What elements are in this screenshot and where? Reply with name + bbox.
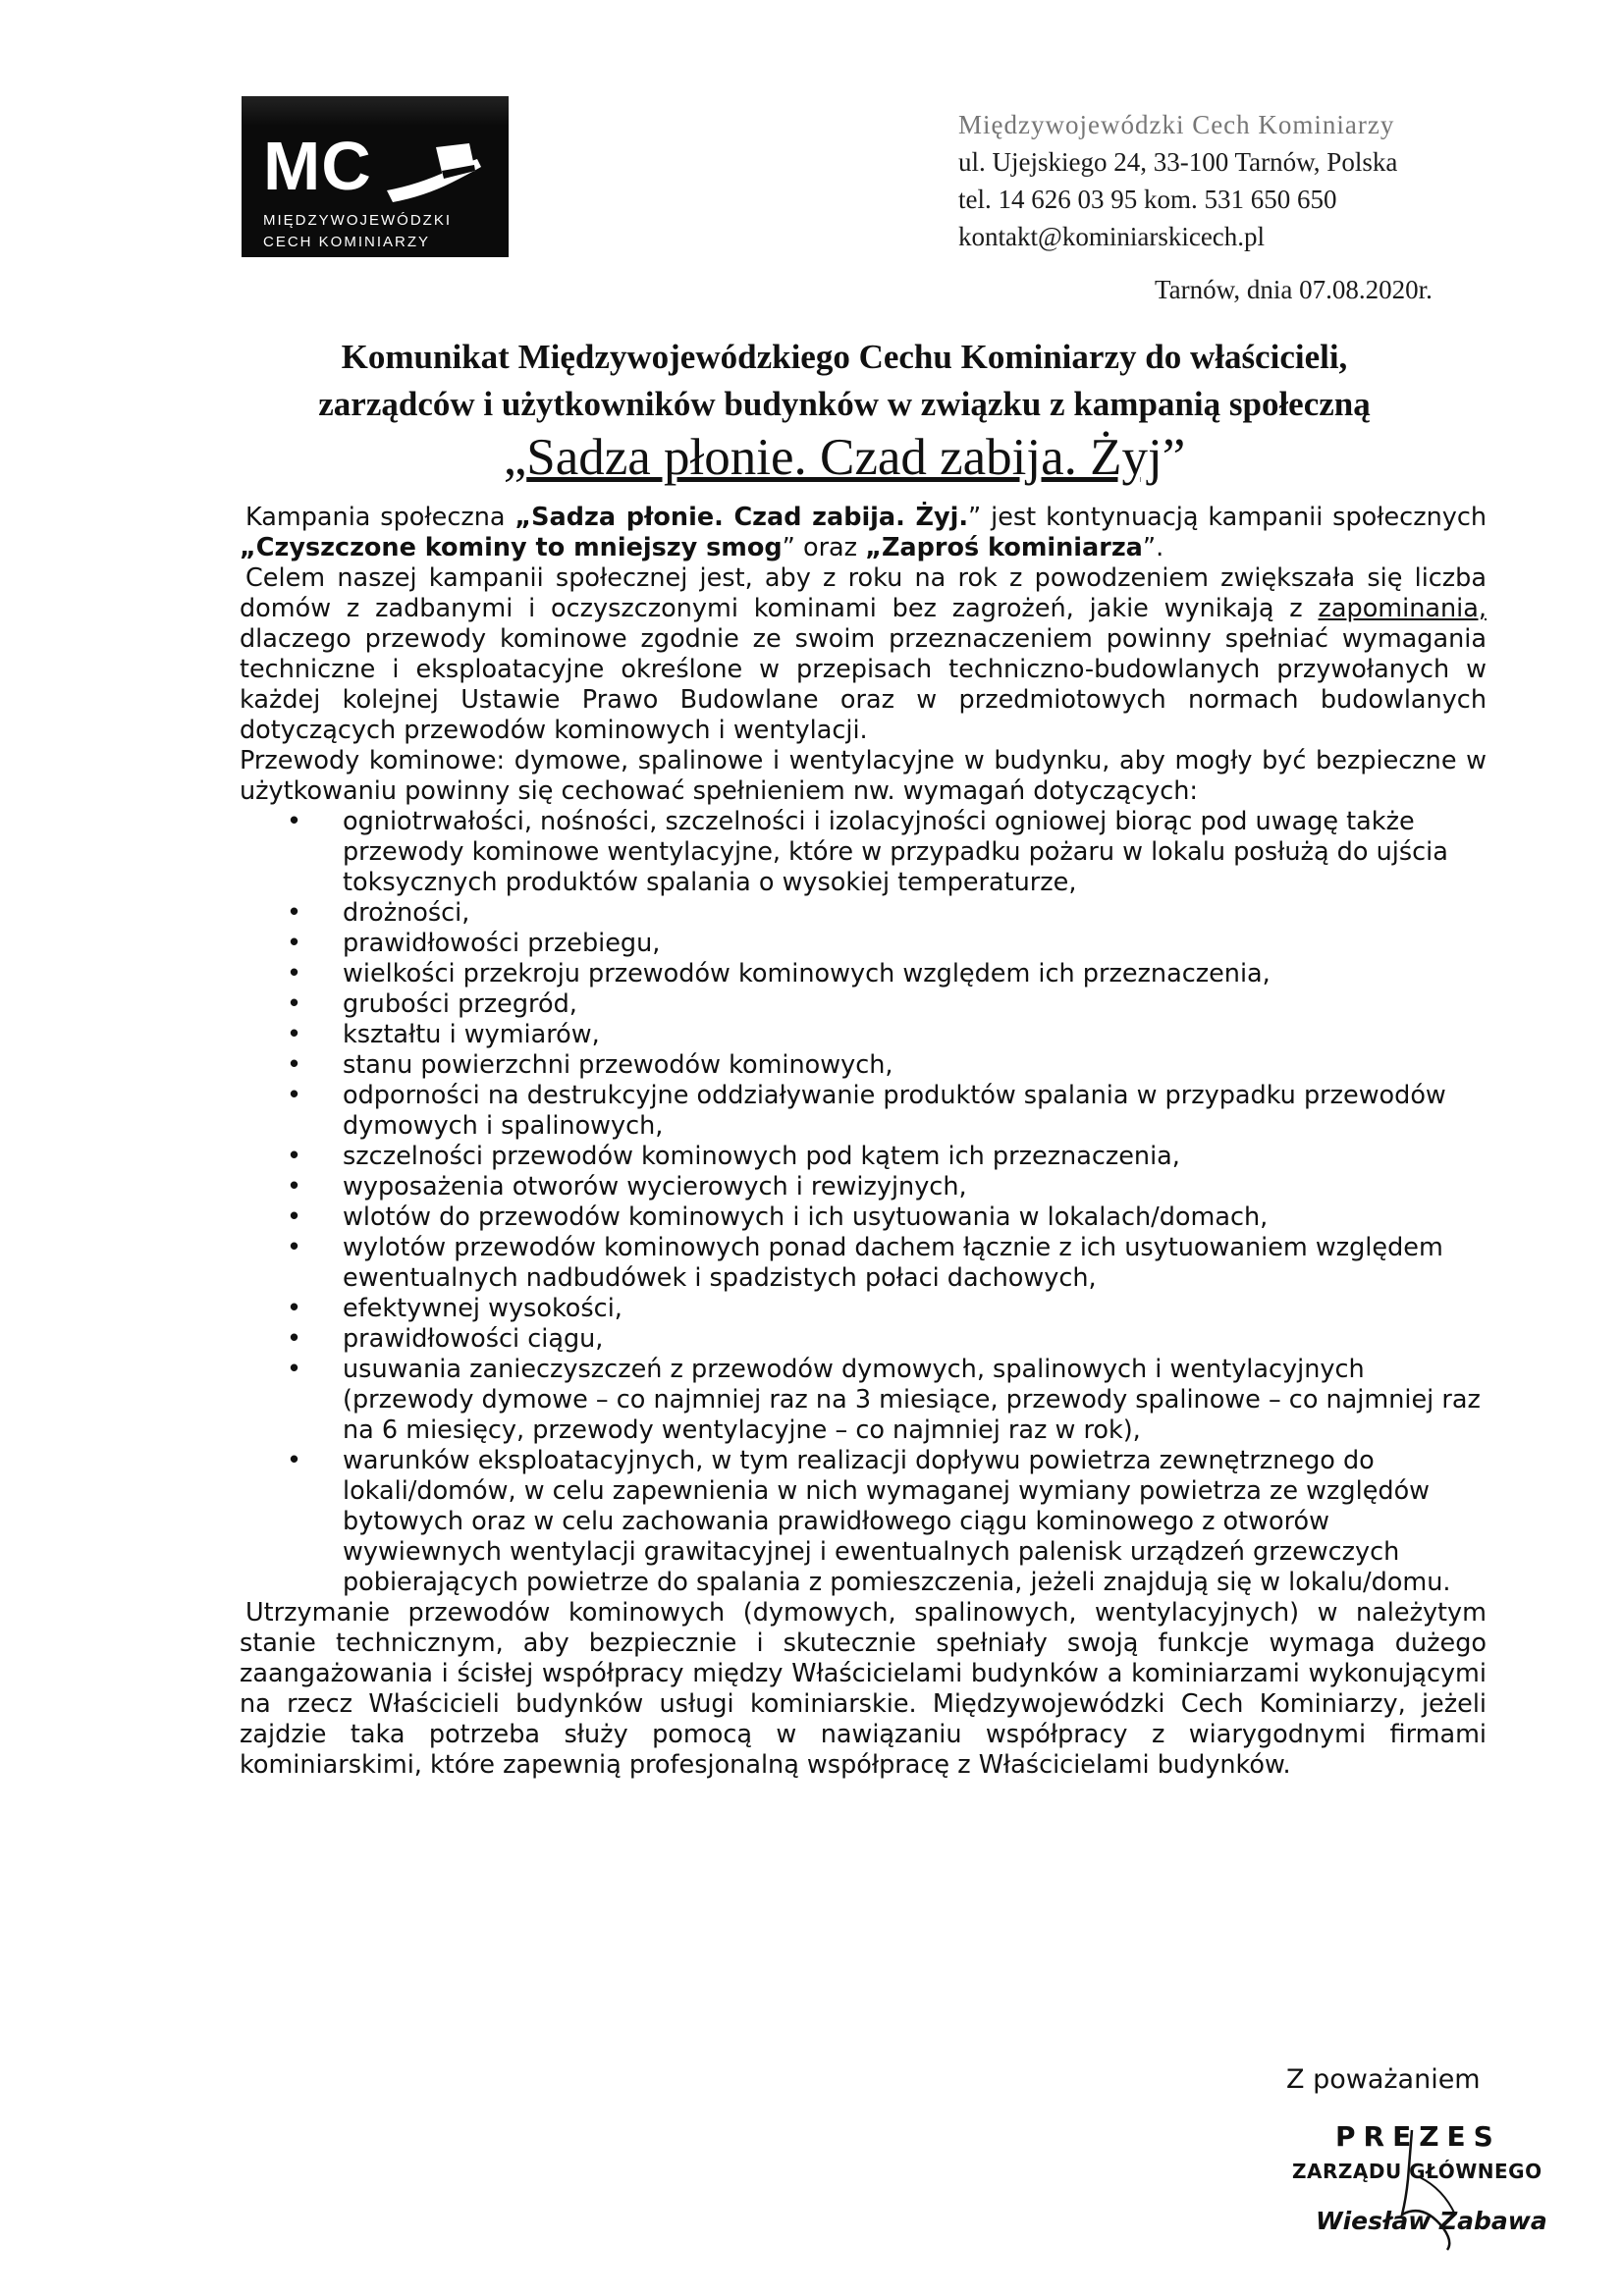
org-name: Międzywojewódzki Cech Kominiarzy: [958, 110, 1395, 139]
slogan-close-quote: ”: [1162, 429, 1186, 486]
intro-text-2: ” jest kontynuacją kampanii społecznych: [968, 503, 1488, 532]
intro-campaign-3: „Zaproś kominiarza: [865, 533, 1143, 562]
requirements-intro: Przewody kominowe: dymowe, spalinowe i wentylacyjne w budynku, aby mogły być bezpieczne w użytkowaniu powinny się cechować spełnieniem nw. wymagań dotyczących:: [240, 746, 1487, 806]
requirement-item: • odporności na destrukcyjne oddziaływanie produktów spalania w przypadku przewodów dymowych i spalinowych,: [343, 1081, 1487, 1142]
requirement-item: • efektywnej wysokości,: [343, 1294, 1487, 1324]
handwritten-signature: [1286, 2120, 1571, 2258]
maintenance-paragraph: Utrzymanie przewodów kominowych (dymowych, spalinowych, wentylacyjnych) w należytym stanie technicznym, aby bezpiecznie i skutecznie spełniały swoją funkcje wymaga dużego zaangażowania i ścisłej współpracy między Właścicielami budynków a kominiarzami wykonującymi na rzecz Właścicieli budynków usługi kominiarskie. Międzywojewódzki Cech Kominiarzy, jeżeli zajdzie taka potrzeba służy pomocą w nawiązaniu współpracy z wiarygodnymi firmami kominiarskimi, które zapewnią profesjonalną współpracę z Właścicielami budynków.: [240, 1598, 1487, 1780]
intro-campaign-2: „Czyszczone kominy to mniejszy smog: [240, 533, 783, 562]
requirement-item: • wyposażenia otworów wycierowych i rewizyjnych,: [343, 1172, 1487, 1202]
closing-phrase: Z poważaniem: [1286, 2064, 1481, 2095]
phone: tel. 14 626 03 95 kom. 531 650 650: [958, 185, 1337, 214]
document-date: Tarnów, dnia 07.08.2020r.: [1155, 275, 1433, 304]
slogan-text: Sadza płonie. Czad zabija. Żyj: [526, 429, 1163, 486]
requirement-item: • usuwania zanieczyszczeń z przewodów dymowych, spalinowych i wentylacyjnych (przewody dymowe – co najmniej raz na 3 miesiące, przewody spalinowe – co najmniej raz na 6 miesięcy, przewody wentylacyjne – co najmniej raz w rok),: [343, 1355, 1487, 1446]
intro-text-1: Kampania społeczna: [245, 503, 515, 532]
requirement-item: • prawidłowości przebiegu,: [343, 929, 1487, 959]
requirement-item: • szczelności przewodów kominowych pod kątem ich przeznaczenia,: [343, 1142, 1487, 1172]
slogan-open-quote: „: [503, 429, 527, 486]
goal-underlined: zapominania,: [1318, 594, 1487, 623]
signature-board: ZARZĄDU GŁÓWNEGO: [1292, 2160, 1542, 2183]
intro-paragraph: [240, 503, 1487, 563]
logo-texture: [242, 96, 509, 126]
letterhead-contact: [958, 106, 1397, 255]
title-line-1: Komunikat Międzywojewódzkiego Cechu Kominiarzy do właścicieli,: [341, 338, 1348, 376]
logo-mc-text: MC: [263, 128, 372, 204]
requirement-item: • drożności,: [343, 898, 1487, 929]
requirement-item: • stanu powierzchni przewodów kominowych,: [343, 1050, 1487, 1081]
requirement-item: • prawidłowości ciągu,: [343, 1324, 1487, 1355]
top-hat-icon: [379, 141, 487, 210]
intro-text-3: ” oraz: [782, 533, 866, 562]
document-title: [226, 334, 1463, 428]
intro-text-4: ”.: [1142, 533, 1164, 562]
signature-stamp: [1286, 2120, 1571, 2258]
requirement-item: • wielkości przekroju przewodów kominowych względem ich przeznaczenia,: [343, 959, 1487, 989]
goal-text-1: Celem naszej kampanii społecznej jest, aby z roku na rok z powodzeniem zwiększała się liczba domów z zadbanymi i oczyszczonymi kominami bez zagrożeń, jakie wynikają z: [240, 563, 1487, 623]
document-body: [240, 503, 1487, 1781]
signature-role: PREZES: [1335, 2120, 1501, 2153]
campaign-slogan: [226, 428, 1463, 487]
requirement-item: • wylotów przewodów kominowych ponad dachem łącznie z ich usytuowaniem względem ewentualnych nadbudówek i spadzistych połaci dachowych,: [343, 1233, 1487, 1294]
title-line-2: zarządców i użytkowników budynków w związku z kampanią społeczną: [318, 385, 1371, 423]
logo-line-2: CECH KOMINIARZY: [263, 234, 431, 250]
email: kontakt@kominiarskicech.pl: [958, 222, 1266, 251]
goal-text-2: dlaczego przewody kominowe zgodnie ze swoim przeznaczeniem powinny spełniać wymagania techniczne i eksploatacyjne określone w przepisach techniczno-budowlanych przywołanych w każdej kolejnej Ustawie Prawo Budowlane oraz w przedmiotowych normach budowlanych dotyczących przewodów kominowych i wentylacji.: [240, 624, 1487, 745]
address: ul. Ujejskiego 24, 33-100 Tarnów, Polska: [958, 147, 1398, 177]
goal-paragraph: [240, 563, 1487, 746]
cech-logo: [242, 96, 509, 257]
requirement-item: • warunków eksploatacyjnych, w tym realizacji dopływu powietrza zewnętrznego do lokali/domów, w celu zapewnienia w nich wymaganej wymiany powietrza ze względów bytowych oraz w celu zachowania prawidłowego ciągu kominowego z otworów wywiewnych wentylacji grawitacyjnej i ewentualnych palenisk urządzeń grzewczych pobierających powietrze do spalania z pomieszczenia, jeżeli znajdują się w lokalu/domu.: [343, 1446, 1487, 1598]
requirement-item: • wlotów do przewodów kominowych i ich usytuowania w lokalach/domach,: [343, 1202, 1487, 1233]
signature-name: Wiesław Zabawa: [1316, 2207, 1547, 2235]
intro-campaign-1: „Sadza płonie. Czad zabija. Żyj.: [514, 503, 969, 532]
requirement-item: • ogniotrwałości, nośności, szczelności i izolacyjności ogniowej biorąc pod uwagę także przewody kominowe wentylacyjne, które w przypadku pożaru w lokalu posłużą do ujścia toksycznych produktów spalania o wysokiej temperaturze,: [343, 807, 1487, 898]
requirements-list: [240, 807, 1487, 1598]
requirement-item: • grubości przegród,: [343, 989, 1487, 1020]
logo-line-1: MIĘDZYWOJEWÓDZKI: [263, 212, 452, 229]
requirement-item: • kształtu i wymiarów,: [343, 1020, 1487, 1050]
